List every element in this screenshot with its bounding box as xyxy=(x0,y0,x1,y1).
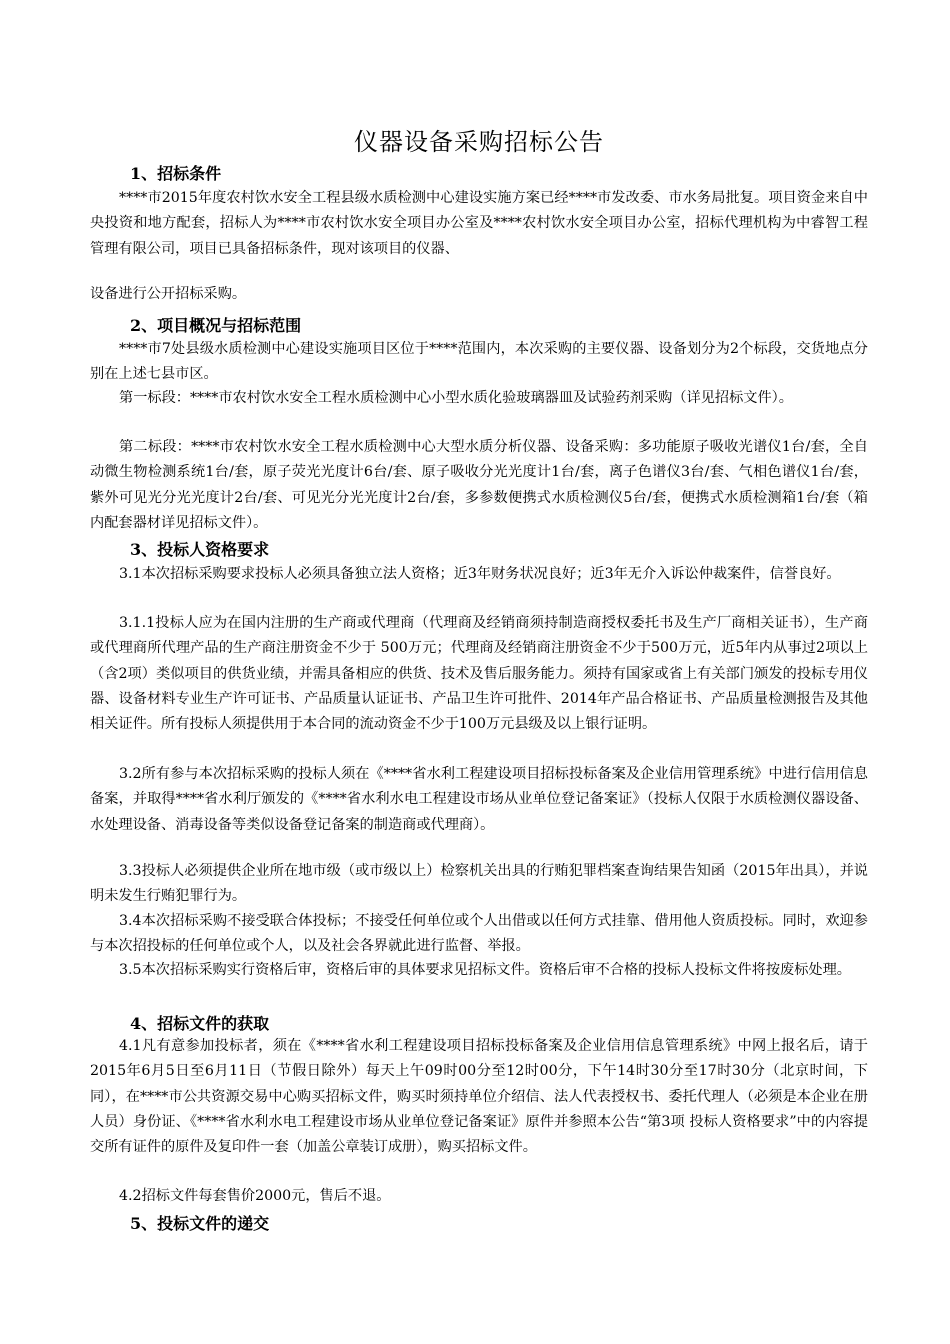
section-1-heading: 1、招标条件 xyxy=(130,164,222,183)
section-2-heading: 2、项目概况与招标范围 xyxy=(130,316,302,335)
section-1-paragraph-2: 设备进行公开招标采购。 xyxy=(90,286,247,302)
section-3-paragraph-4: 3.3投标人必须提供企业所在地市级（或市级以上）检察机关出具的行贿犯罪档案查询结果告知函（2015年出具），并说明未发生行贿犯罪行为。 xyxy=(90,863,868,905)
section-3-paragraph-1: 3.1本次招标采购要求投标人必须具备独立法人资格；近3年财务状况良好；近3年无介入诉讼仲裁案件，信誉良好。 xyxy=(119,566,841,582)
section-2-paragraph-3: 第二标段：****市农村饮水安全工程水质检测中心大型水质分析仪器、设备采购：多功能原子吸收光谱仪1台/套，全自动微生物检测系统1台/套，原子荧光光度计6台/套、原子吸收分光光度计1台/套，离子色谱仪3台/套、气相色谱仪1台/套，紫外可见光分光光度计2台/套、可见光分光光度计2台/套，多参数便携式水质检测仪5台/套，便携式水质检测箱1台/套（箱内配套器材详见招标文件）。 xyxy=(90,439,868,531)
section-4-paragraph-2: 4.2招标文件每套售价2000元，售后不退。 xyxy=(119,1188,391,1204)
section-3-paragraph-5: 3.4本次招标采购不接受联合体投标；不接受任何单位或个人出借或以任何方式挂靠、借用他人资质投标。同时，欢迎参与本次招投标的任何单位或个人，以及社会各界就此进行监督、举报。 xyxy=(90,913,868,955)
document-title: 仪器设备采购招标公告 xyxy=(354,128,604,156)
section-1-paragraph-1: ****市2015年度农村饮水安全工程县级水质检测中心建设实施方案已经****市发改委、市水务局批复。项目资金来自中央投资和地方配套，招标人为****市农村饮水安全项目办公室及****农村饮水安全项目办公室，招标代理机构为中睿智工程管理有限公司，项目已具备招标条件，现对该项目的仪器、 xyxy=(90,190,868,257)
section-3-paragraph-6: 3.5本次招标采购实行资格后审，资格后审的具体要求见招标文件。资格后审不合格的投标人投标文件将按废标处理。 xyxy=(119,962,851,978)
section-3-paragraph-2: 3.1.1投标人应为在国内注册的生产商或代理商（代理商及经销商须持制造商授权委托书及生产厂商相关证书），生产商或代理商所代理产品的生产商注册资金不少于 500万元；代理商及经销商注册资金不少于500万元，近5年内从事过2项以上（含2项）类似项目的供货业绩，并需具备相应的供货、技术及售后服务能力。须持有国家或省上有关部门颁发的投标专用仪器、设备材料专业生产许可证书、产品质量认证证书、产品卫生许可批件、2014年产品合格证书、产品质量检测报告及其他相关证件。所有投标人须提供用于本合同的流动资金不少于100万元县级及以上银行证明。 xyxy=(90,615,868,733)
section-2-paragraph-2: 第一标段：****市农村饮水安全工程水质检测中心小型水质化验玻璃器皿及试验药剂采购（详见招标文件）。 xyxy=(119,390,793,406)
section-4-paragraph-1: 4.1凡有意参加投标者，须在《****省水利工程建设项目招标投标备案及企业信用信息管理系统》中网上报名后，请于2015年6月5日至6月11日（节假日除外）每天上午09时00分至12时00分，下午14时30分至17时30分（北京时间，下同），在****市公共资源交易中心购买招标文件，购买时须持单位介绍信、法人代表授权书、委托代理人（必须是本企业在册人员）身份证、《****省水利水电工程建设市场从业单位登记备案证》原件并参照本公告“第3项 投标人资格要求”中的内容提交所有证件的原件及复印件一套（加盖公章装订成册），购买招标文件。 xyxy=(90,1038,868,1156)
section-3-paragraph-3: 3.2所有参与本次招标采购的投标人须在《****省水利工程建设项目招标投标备案及企业信用管理系统》中进行信用信息备案，并取得****省水利厅颁发的《****省水利水电工程建设市场从业单位登记备案证》（投标人仅限于水质检测仪器设备、水处理设备、消毒设备等类似设备登记备案的制造商或代理商）。 xyxy=(90,766,868,833)
section-3-heading: 3、投标人资格要求 xyxy=(130,540,270,559)
section-5-heading: 5、投标文件的递交 xyxy=(130,1214,270,1233)
section-2-paragraph-1: ****市7处县级水质检测中心建设实施项目区位于****范围内，本次采购的主要仪器、设备划分为2个标段，交货地点分别在上述七县市区。 xyxy=(90,341,868,383)
section-4-heading: 4、招标文件的获取 xyxy=(130,1014,270,1033)
